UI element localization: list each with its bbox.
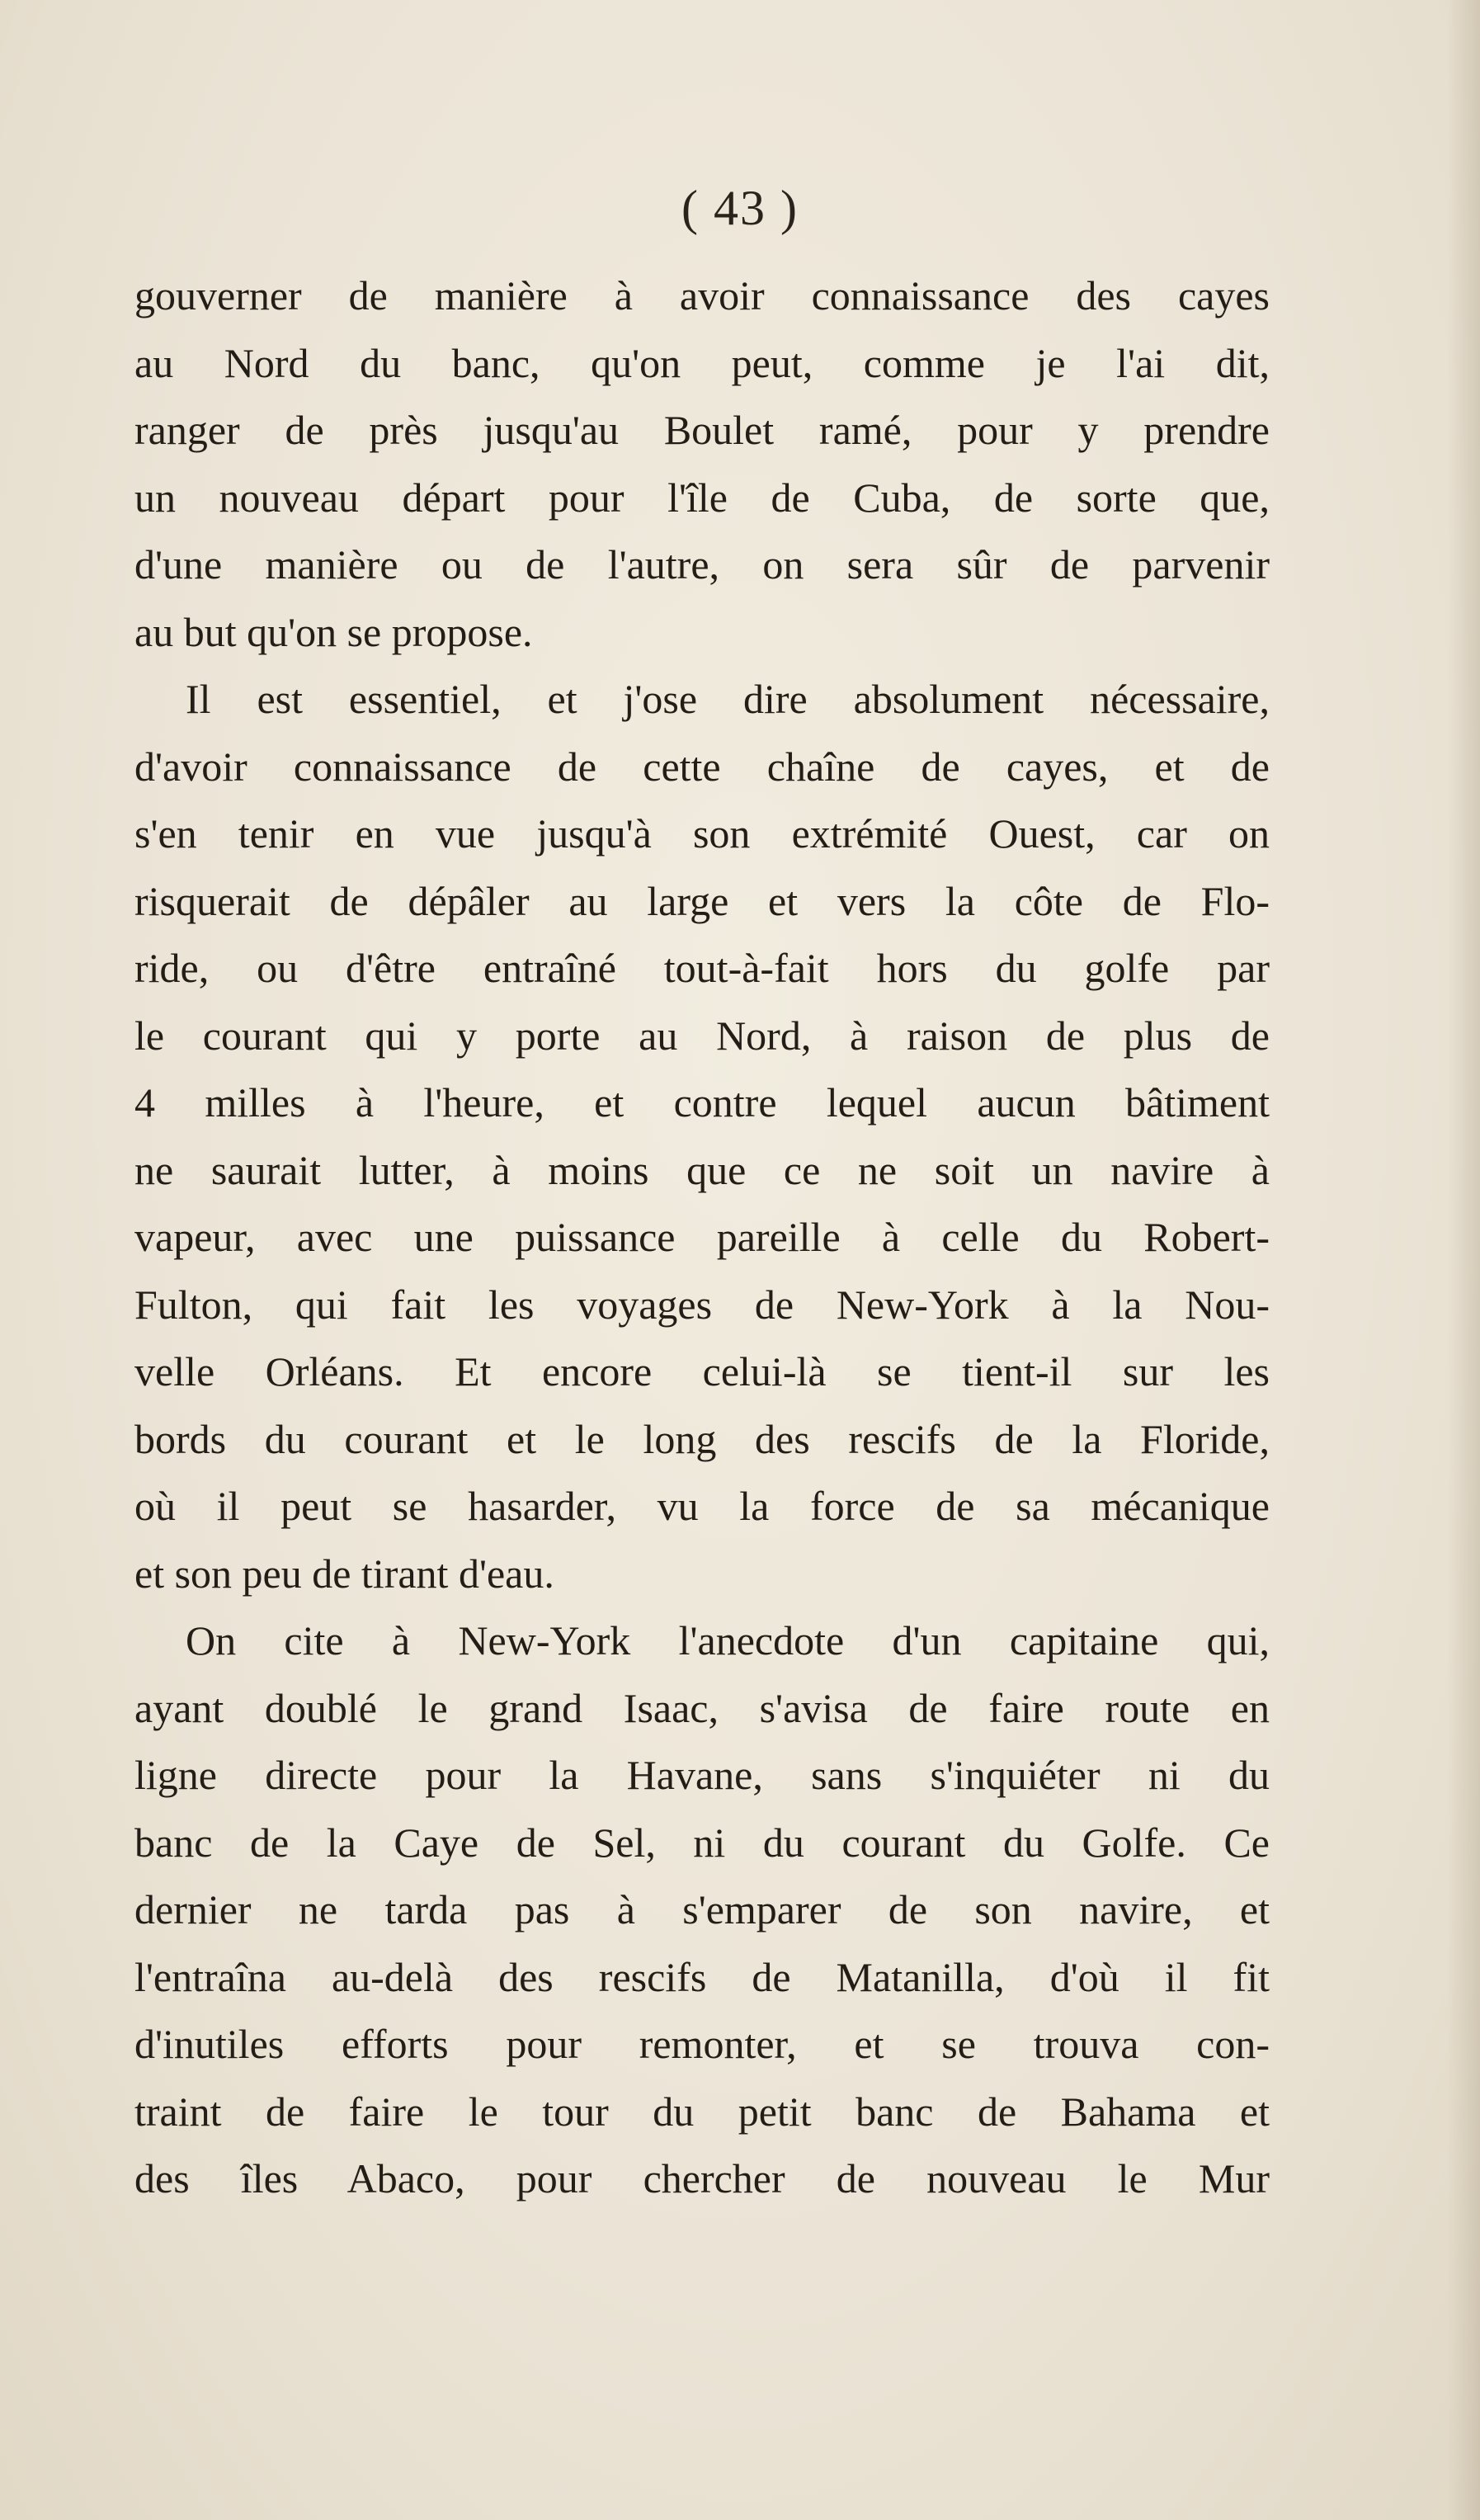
text-line: ayant doublé le grand Isaac, s'avisa de faire route en: [134, 1684, 1270, 1731]
text-line: d'une manière ou de l'autre, on sera sûr de parvenir: [134, 541, 1270, 588]
text-line: ne saurait lutter, à moins que ce ne soit un navire à: [134, 1146, 1270, 1193]
text-line: des îles Abaco, pour chercher de nouveau le Mur: [134, 2155, 1270, 2201]
page-number: ( 43 ): [681, 181, 799, 235]
text-line: ranger de près jusqu'au Boulet ramé, pour y prendre: [134, 407, 1270, 453]
text-line: On cite à New-York l'anecdote d'un capitaine qui,: [186, 1617, 1270, 1663]
text-line: s'en tenir en vue jusqu'à son extrémité Ouest, car on: [134, 810, 1270, 857]
text-line: dernier ne tarda pas à s'emparer de son navire, et: [134, 1886, 1270, 1932]
text-line: bords du courant et le long des rescifs de la Floride,: [134, 1415, 1270, 1462]
text-line: traint de faire le tour du petit banc de Bahama et: [134, 2088, 1270, 2135]
text-line: banc de la Caye de Sel, ni du courant du Golfe. Ce: [134, 1819, 1270, 1866]
text-line: le courant qui y porte au Nord, à raison de plus de: [134, 1012, 1270, 1059]
text-line: Fulton, qui fait les voyages de New-York à la Nou-: [134, 1281, 1270, 1328]
text-line: un nouveau départ pour l'île de Cuba, de sorte que,: [134, 474, 1270, 521]
text-line: vapeur, avec une puissance pareille à celle du Robert-: [134, 1214, 1270, 1260]
text-line: au Nord du banc, qu'on peut, comme je l'ai dit,: [134, 339, 1270, 386]
text-line: gouverner de manière à avoir connaissance des cayes: [134, 272, 1270, 319]
page-edge-shadow: [1447, 0, 1480, 2520]
text-line: risquerait de dépâler au large et vers la côte de Flo-: [134, 877, 1270, 924]
text-line: ride, ou d'être entraîné tout-à-fait hors du golfe par: [134, 945, 1270, 991]
text-line: 4 milles à l'heure, et contre lequel aucun bâtiment: [134, 1079, 1270, 1126]
text-line: ligne directe pour la Havane, sans s'inquiéter ni du: [134, 1752, 1270, 1798]
text-line: d'inutiles efforts pour remonter, et se trouva con-: [134, 2021, 1270, 2067]
text-line: où il peut se hasarder, vu la force de sa mécanique: [134, 1483, 1270, 1529]
body-text: [134, 262, 1270, 2213]
text-line: et son peu de tirant d'eau.: [134, 1550, 554, 1597]
text-line: d'avoir connaissance de cette chaîne de cayes, et de: [134, 743, 1270, 790]
text-line: au but qu'on se propose.: [134, 608, 533, 655]
text-line: velle Orléans. Et encore celui-là se tient-il sur les: [134, 1348, 1270, 1394]
text-line: Il est essentiel, et j'ose dire absolument nécessaire,: [186, 676, 1270, 722]
text-line: l'entraîna au-delà des rescifs de Matanilla, d'où il fit: [134, 1953, 1270, 2000]
